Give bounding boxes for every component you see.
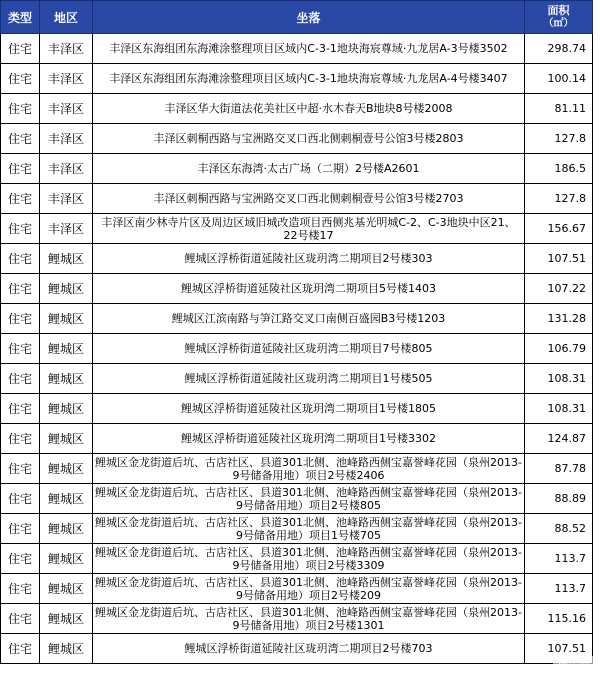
table-row [1, 64, 593, 94]
cell-size: 107.51 [525, 634, 593, 664]
cell-size: 113.7 [525, 574, 593, 604]
cell-size: 88.89 [525, 484, 593, 514]
header-row [1, 1, 593, 34]
cell-area: 丰泽区 [40, 214, 93, 244]
cell-area: 鲤城区 [40, 454, 93, 484]
cell-type: 住宅 [1, 154, 40, 184]
header-size-unit: （㎡） [543, 18, 574, 29]
cell-location: 丰泽区刺桐西路与宝洲路交叉口西北侧刺桐壹号公馆3号楼2703 [93, 184, 525, 214]
cell-area: 鲤城区 [40, 634, 93, 664]
table-row [1, 214, 593, 244]
cell-location: 鲤城区浮桥街道延陵社区珑玥湾二期项目2号楼703 [93, 634, 525, 664]
cell-type: 住宅 [1, 214, 40, 244]
cell-size: 127.8 [525, 184, 593, 214]
cell-type: 住宅 [1, 364, 40, 394]
cell-location: 丰泽区东海组团东海滩涂整理项目区域内C-3-1地块海宸尊域·九龙居A-3号楼3502 [93, 34, 525, 64]
table-row [1, 544, 593, 574]
cell-type: 住宅 [1, 34, 40, 64]
cell-area: 丰泽区 [40, 124, 93, 154]
table-row [1, 454, 593, 484]
table-row [1, 394, 593, 424]
cell-area: 鲤城区 [40, 514, 93, 544]
cell-area: 丰泽区 [40, 184, 93, 214]
table-row [1, 334, 593, 364]
cell-location: 鲤城区金龙街道后坑、古店社区、县道301北侧、池峰路西侧宝嘉誉峰花园（泉州2013-9号储备用地）项目2号楼209 [93, 574, 525, 604]
cell-size: 87.78 [525, 454, 593, 484]
cell-size: 131.28 [525, 304, 593, 334]
header-area: 地区 [40, 1, 93, 34]
cell-area: 鲤城区 [40, 304, 93, 334]
cell-type: 住宅 [1, 514, 40, 544]
table-row [1, 184, 593, 214]
table-row [1, 274, 593, 304]
cell-area: 鲤城区 [40, 274, 93, 304]
table-header [1, 1, 593, 34]
cell-type: 住宅 [1, 634, 40, 664]
header-type: 类型 [1, 1, 40, 34]
table-row [1, 514, 593, 544]
cell-type: 住宅 [1, 274, 40, 304]
cell-type: 住宅 [1, 244, 40, 274]
cell-location: 鲤城区浮桥街道延陵社区珑玥湾二期项目1号楼3302 [93, 424, 525, 454]
cell-location: 鲤城区浮桥街道延陵社区珑玥湾二期项目5号楼1403 [93, 274, 525, 304]
cell-area: 鲤城区 [40, 424, 93, 454]
cell-size: 156.67 [525, 214, 593, 244]
cell-area: 鲤城区 [40, 334, 93, 364]
cell-location: 丰泽区南少林寺片区及周边区域旧城改造项目西侧兆基光明城C-2、C-3地块中区21、22号楼17 [93, 214, 525, 244]
cell-location: 鲤城区金龙街道后坑、古店社区、县道301北侧、池峰路西侧宝嘉誉峰花园（泉州2013-9号储备用地）项目2号楼3309 [93, 544, 525, 574]
cell-type: 住宅 [1, 184, 40, 214]
cell-size: 107.51 [525, 244, 593, 274]
header-size-label: 面积 [547, 4, 570, 17]
watermark: 搜房网 [553, 656, 594, 672]
cell-type: 住宅 [1, 484, 40, 514]
cell-area: 鲤城区 [40, 544, 93, 574]
cell-location: 丰泽区东海湾·太古广场（二期）2号楼A2601 [93, 154, 525, 184]
cell-location: 鲤城区浮桥街道延陵社区珑玥湾二期项目1号楼505 [93, 364, 525, 394]
table-row [1, 154, 593, 184]
table-row [1, 424, 593, 454]
table-row [1, 484, 593, 514]
cell-location: 丰泽区东海组团东海滩涂整理项目区域内C-3-1地块海宸尊域·九龙居A-4号楼3407 [93, 64, 525, 94]
cell-type: 住宅 [1, 94, 40, 124]
cell-size: 107.22 [525, 274, 593, 304]
table-row [1, 34, 593, 64]
table-row [1, 124, 593, 154]
cell-size: 186.5 [525, 154, 593, 184]
cell-size: 88.52 [525, 514, 593, 544]
table-row [1, 634, 593, 664]
cell-area: 鲤城区 [40, 244, 93, 274]
table-body [1, 34, 593, 664]
cell-type: 住宅 [1, 574, 40, 604]
table-row [1, 364, 593, 394]
table-row [1, 244, 593, 274]
cell-type: 住宅 [1, 604, 40, 634]
cell-area: 鲤城区 [40, 394, 93, 424]
cell-location: 丰泽区华大街道法花美社区中超·水木春天B地块8号楼2008 [93, 94, 525, 124]
cell-size: 113.7 [525, 544, 593, 574]
cell-location: 鲤城区金龙街道后坑、古店社区、县道301北侧、池峰路西侧宝嘉誉峰花园（泉州2013-9号储备用地）项目2号楼2406 [93, 454, 525, 484]
cell-area: 鲤城区 [40, 364, 93, 394]
cell-type: 住宅 [1, 64, 40, 94]
cell-area: 鲤城区 [40, 604, 93, 634]
cell-size: 106.79 [525, 334, 593, 364]
cell-type: 住宅 [1, 124, 40, 154]
cell-size: 108.31 [525, 364, 593, 394]
cell-type: 住宅 [1, 454, 40, 484]
cell-location: 鲤城区金龙街道后坑、古店社区、县道301北侧、池峰路西侧宝嘉誉峰花园（泉州2013-9号储备用地）项目2号楼1301 [93, 604, 525, 634]
cell-size: 124.87 [525, 424, 593, 454]
cell-location: 鲤城区浮桥街道延陵社区珑玥湾二期项目2号楼303 [93, 244, 525, 274]
cell-size: 100.14 [525, 64, 593, 94]
header-location: 坐落 [93, 1, 525, 34]
cell-area: 丰泽区 [40, 64, 93, 94]
cell-type: 住宅 [1, 424, 40, 454]
table-row [1, 94, 593, 124]
cell-type: 住宅 [1, 394, 40, 424]
cell-area: 丰泽区 [40, 94, 93, 124]
cell-location: 丰泽区刺桐西路与宝洲路交叉口西北侧刺桐壹号公馆3号楼2803 [93, 124, 525, 154]
cell-area: 丰泽区 [40, 154, 93, 184]
cell-size: 115.16 [525, 604, 593, 634]
cell-location: 鲤城区金龙街道后坑、古店社区、县道301北侧、池峰路西侧宝嘉誉峰花园（泉州2013-9号储备用地）项目1号楼705 [93, 514, 525, 544]
cell-size: 108.31 [525, 394, 593, 424]
cell-location: 鲤城区金龙街道后坑、古店社区、县道301北侧、池峰路西侧宝嘉誉峰花园（泉州2013-9号储备用地）项目2号楼805 [93, 484, 525, 514]
table-row [1, 304, 593, 334]
header-size [525, 1, 593, 34]
cell-type: 住宅 [1, 334, 40, 364]
cell-location: 鲤城区江滨南路与笋江路交叉口南侧百盛园B3号楼1203 [93, 304, 525, 334]
cell-type: 住宅 [1, 544, 40, 574]
table-row [1, 574, 593, 604]
cell-area: 鲤城区 [40, 484, 93, 514]
table-row [1, 604, 593, 634]
cell-type: 住宅 [1, 304, 40, 334]
cell-location: 鲤城区浮桥街道延陵社区珑玥湾二期项目1号楼1805 [93, 394, 525, 424]
cell-area: 丰泽区 [40, 34, 93, 64]
cell-area: 鲤城区 [40, 574, 93, 604]
cell-size: 81.11 [525, 94, 593, 124]
cell-location: 鲤城区浮桥街道延陵社区珑玥湾二期项目7号楼805 [93, 334, 525, 364]
cell-size: 127.8 [525, 124, 593, 154]
cell-size: 298.74 [525, 34, 593, 64]
